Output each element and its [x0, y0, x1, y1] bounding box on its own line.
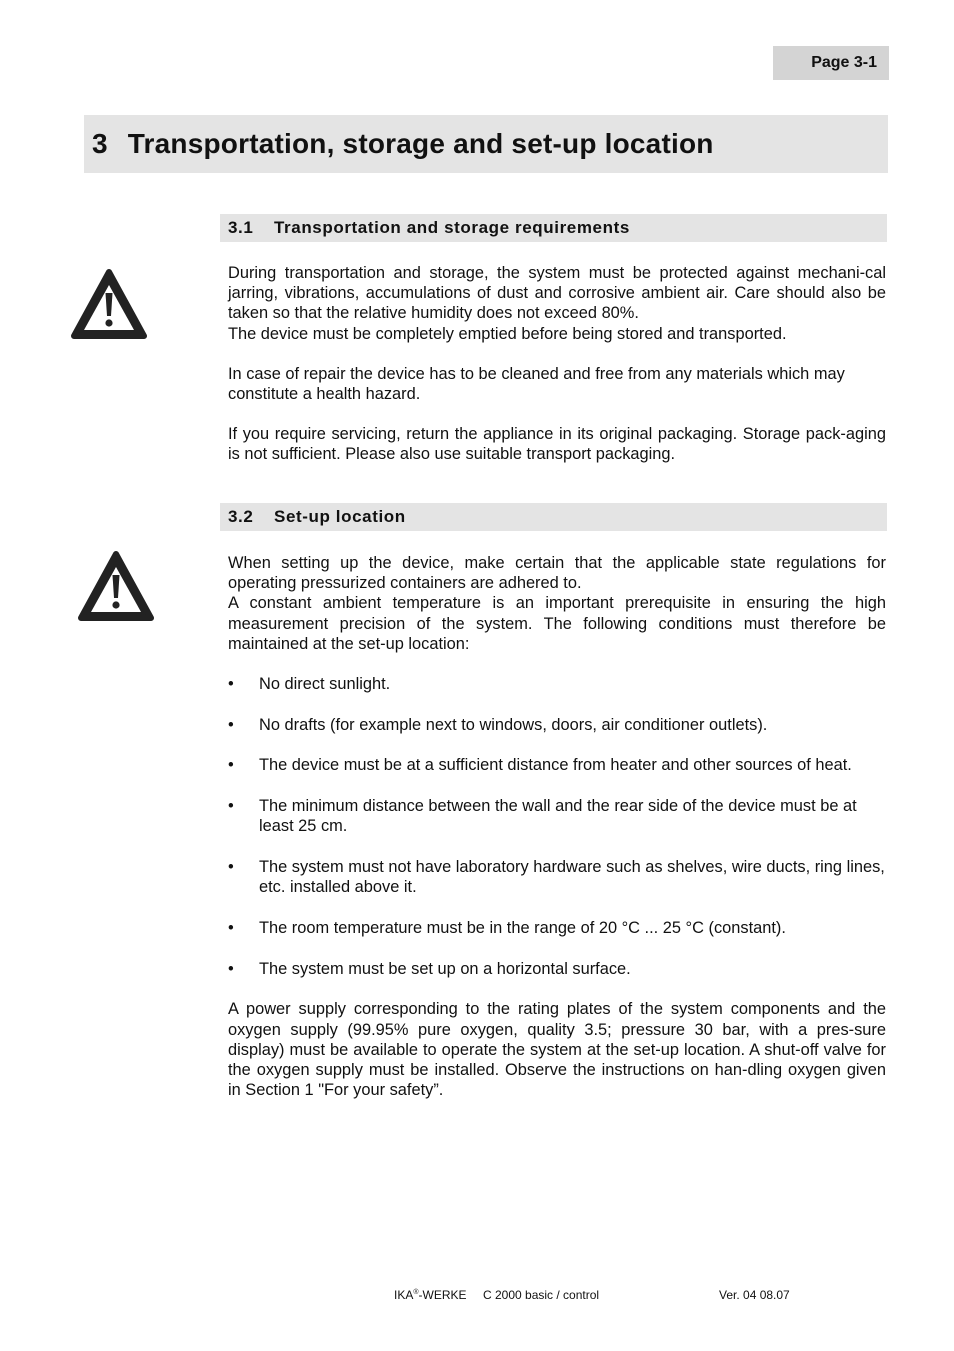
section-heading-3-1: [220, 214, 887, 242]
list-item: • No drafts (for example next to windows, doors, air conditioner outlets).: [228, 715, 768, 734]
section-title: Transportation and storage requirements: [274, 218, 630, 237]
list-item: • The minimum distance between the wall and the rear side of the device must be at least 25 cm.: [228, 797, 857, 836]
paragraph: If you require servicing, return the appliance in its original packaging. Storage pack-aging is not sufficient. Please also use suitable transport packaging.: [228, 425, 886, 464]
paragraph: A constant ambient temperature is an important prerequisite in ensuring the high measurement precision of the system. The following conditions must therefore be maintained at the set-up location:: [228, 594, 886, 653]
paragraph: In case of repair the device has to be cleaned and free from any materials which may constitute a health hazard.: [228, 364, 845, 404]
bullet: •: [228, 858, 234, 877]
section-3-2-body: [228, 553, 886, 1100]
chapter-heading: [84, 115, 888, 173]
bullet: •: [228, 756, 234, 775]
bullet: •: [228, 918, 234, 937]
list-item: • The device must be at a sufficient distance from heater and other sources of heat.: [228, 756, 852, 775]
chapter-title: Transportation, storage and set-up location: [127, 128, 714, 159]
list-item: • The system must be set up on a horizontal surface.: [228, 959, 631, 978]
requirements-list: [228, 674, 886, 979]
section-heading-3-2: [220, 503, 887, 531]
list-item: • The system must not have laboratory hardware such as shelves, wire ducts, ring lines, etc. installed above it.: [228, 858, 885, 897]
footer-product: C 2000 basic / control: [483, 1288, 600, 1302]
bullet: •: [228, 675, 234, 694]
bullet: •: [228, 715, 234, 734]
section-number: 3.2: [228, 507, 254, 526]
section-title: Set-up location: [274, 507, 406, 526]
page-number: Page 3-1: [773, 46, 889, 80]
warning-triangle-icon: [68, 266, 150, 342]
paragraph: During transportation and storage, the system must be protected against mechani-cal jarring, vibrations, accumulations of dust and corrosive ambient air. Care should also be taken so that the relative humidity does not exceed 80%.: [228, 264, 886, 323]
paragraph: The device must be completely emptied before being stored and transported.: [228, 324, 787, 343]
bullet: •: [228, 959, 234, 978]
paragraph: A power supply corresponding to the rating plates of the system components and the oxygen supply (99.95% pure oxygen, quality 3.5; pressure 30 bar, with a pres-sure display) must be available to operate the system at the set-up location. A shut-off valve for the oxygen supply must be installed. Observe the instructions on han-dling oxygen given in Section 1 "For your safety”.: [228, 1000, 886, 1100]
footer-version: Ver. 04 08.07: [719, 1288, 790, 1302]
paragraph: When setting up the device, make certain that the applicable state regulations for operating pressurized containers are adhered to.: [228, 554, 886, 593]
footer-brand: IKA®-WERKE: [394, 1288, 467, 1302]
section-number: 3.1: [228, 218, 254, 237]
warning-triangle-icon: [75, 548, 157, 624]
section-3-1-body: [228, 263, 886, 465]
bullet: •: [228, 797, 234, 816]
list-item: • The room temperature must be in the range of 20 °C ... 25 °C (constant).: [228, 918, 786, 937]
chapter-number: 3: [92, 128, 108, 159]
list-item: • No direct sunlight.: [228, 675, 391, 694]
